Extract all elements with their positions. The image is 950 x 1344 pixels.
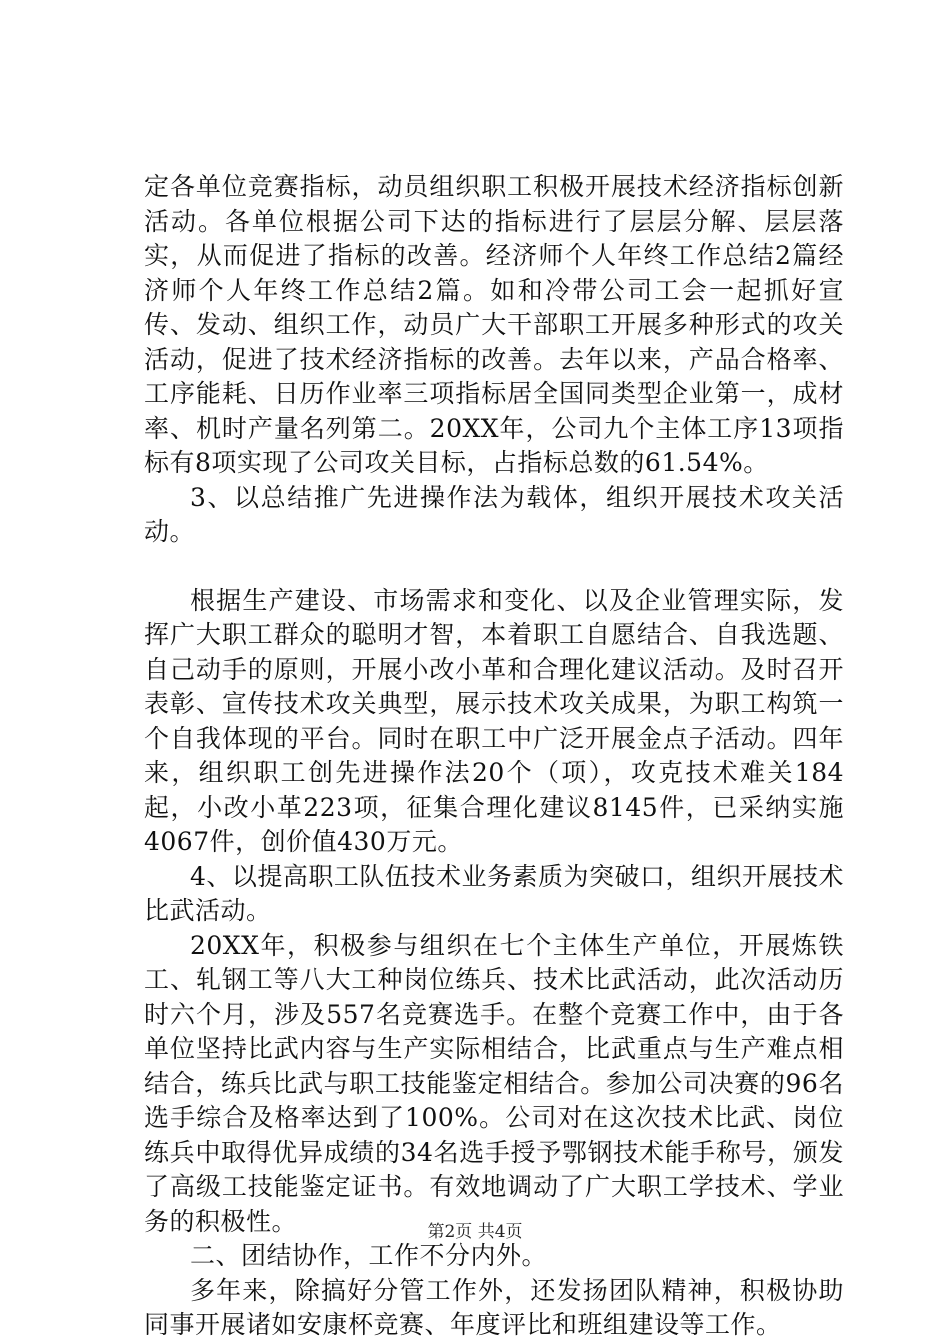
paragraph-7: 多年来，除搞好分管工作外，还发扬团队精神，积极协助同事开展诸如安康杯竞赛、年度评比和班组建设等工作。 bbox=[144, 1275, 844, 1339]
paragraph-4-heading: 4、以提高职工队伍技术业务素质为突破口，组织开展技术比武活动。 bbox=[144, 861, 844, 925]
page-footer: 第2页 共4页 bbox=[427, 1222, 523, 1242]
paragraph-6-heading: 二、团结协作，工作不分内外。 bbox=[190, 1241, 548, 1270]
paragraph-5: 20XX年，积极参与组织在七个主体生产单位，开展炼铁工、轧钢工等八大工种岗位练兵、技术比武活动，此次活动历时六个月，涉及557名竞赛选手。在整个竞赛工作中，由于各单位坚持比武内容与生产实际相结合，比武重点与生产难点相结合，练兵比武与职工技能鉴定相结合。参加公司决赛的96名选手综合及格率达到了100%。公司对在这次技术比武、岗位练兵中取得优异成绩的34名选手授予鄂钢技术能手称号，颁发了高级工技能鉴定证书。有效地调动了广大职工学技术、学业务的积极性。 bbox=[144, 930, 844, 1236]
paragraph-gap bbox=[144, 550, 844, 584]
paragraph-2-heading: 3、以总结推广先进操作法为载体，组织开展技术攻关活动。 bbox=[144, 482, 844, 546]
paragraph-1: 定各单位竞赛指标，动员组织职工积极开展技术经济指标创新活动。各单位根据公司下达的指标进行了层层分解、层层落实，从而促进了指标的改善。经济师个人年终工作总结2篇经济师个人年终工作总结2篇。如和冷带公司工会一起抓好宣传、发动、组织工作，动员广大干部职工开展多种形式的攻关活动，促进了技术经济指标的改善。去年以来，产品合格率、工序能耗、日历作业率三项指标居全国同类型企业第一，成材率、机时产量名列第二。20XX年，公司九个主体工序13项指标有8项实现了公司攻关目标，占指标总数的61.54%。 bbox=[144, 172, 844, 477]
paragraph-3: 根据生产建设、市场需求和变化、以及企业管理实际，发挥广大职工群众的聪明才智，本着职工自愿结合、自我选题、自己动手的原则，开展小改小革和合理化建议活动。及时召开表彰、宣传技术攻关典型，展示技术攻关成果，为职工构筑一个自我体现的平台。同时在职工中广泛开展金点子活动。四年来，组织职工创先进操作法20个（项），攻克技术难关184起，小改小革223项，征集合理化建议8145件，已采纳实施4067件，创价值430万元。 bbox=[144, 585, 844, 856]
document-body bbox=[144, 170, 844, 1343]
